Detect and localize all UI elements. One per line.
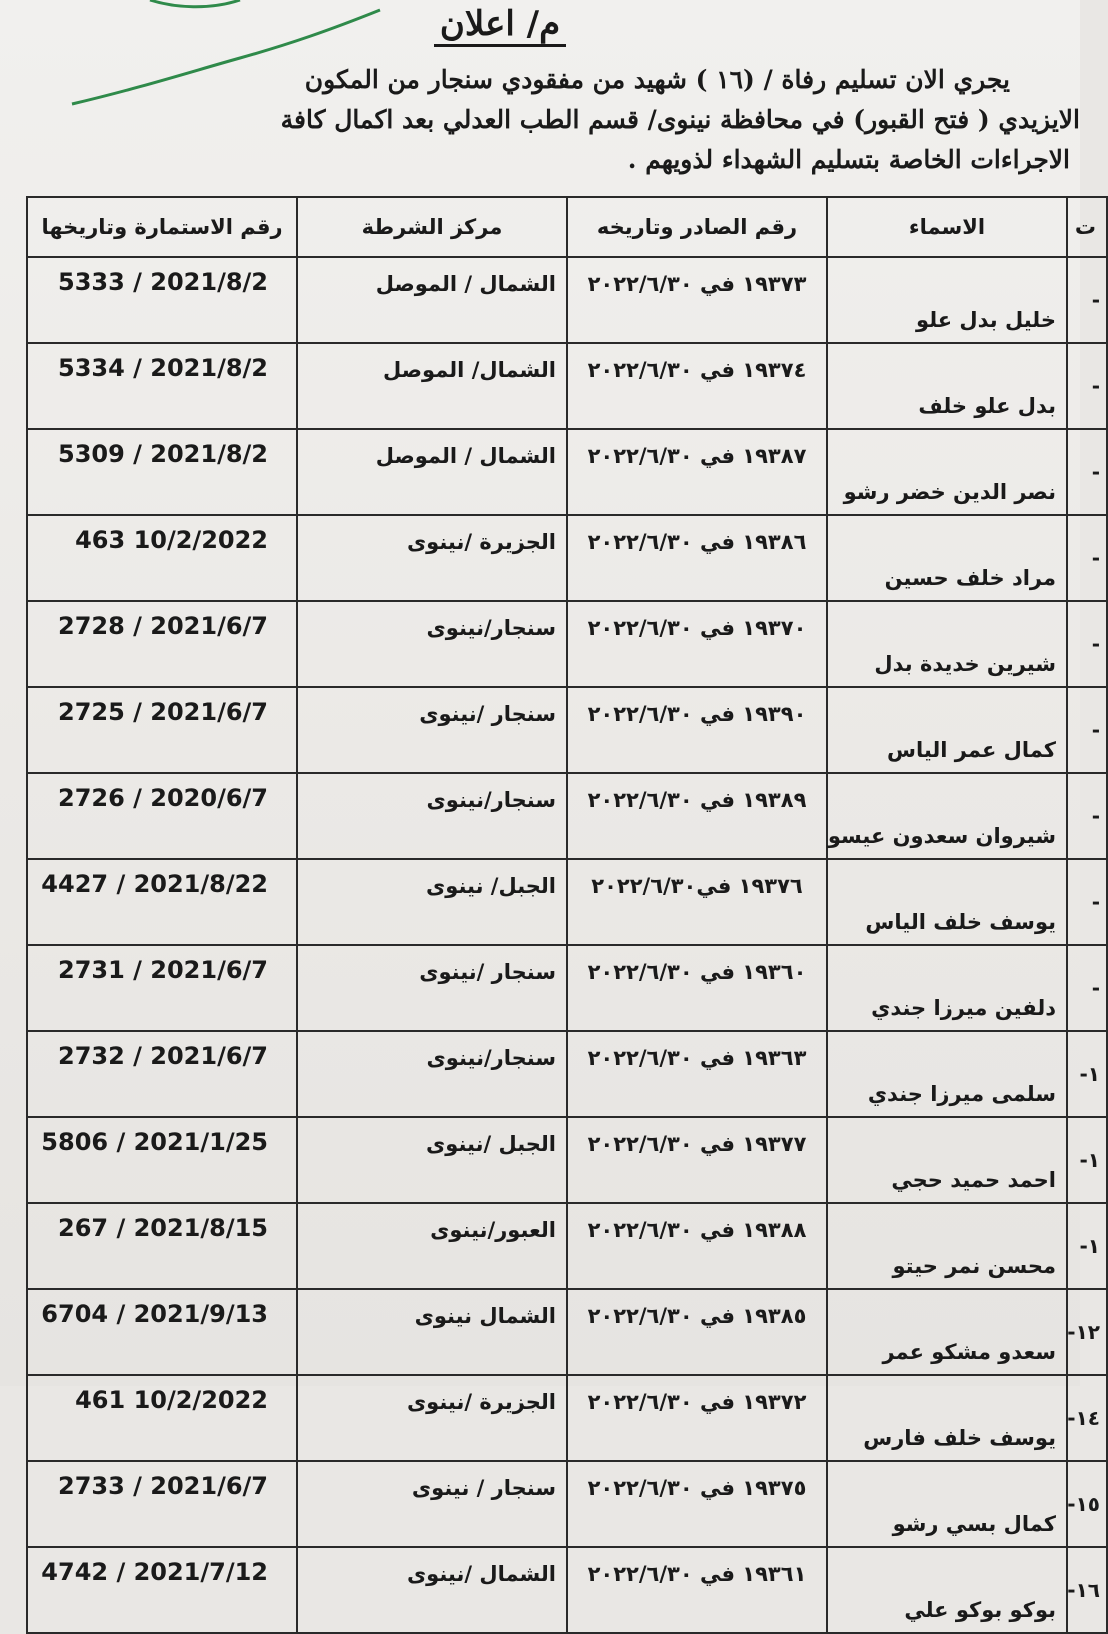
- row-police: سنجار /نينوى: [297, 945, 567, 1031]
- header-form: رقم الاستمارة وتاريخها: [27, 197, 297, 257]
- row-issue: ١٩٣٦٠ في ٢٠٢٢/٦/٣٠: [567, 945, 827, 1031]
- row-index: -: [1067, 687, 1107, 773]
- row-issue: ١٩٣٩٠ في ٢٠٢٢/٦/٣٠: [567, 687, 827, 773]
- row-issue: ١٩٣٧٢ في ٢٠٢٢/٦/٣٠: [567, 1375, 827, 1461]
- row-name: يوسف خلف فارس: [827, 1375, 1067, 1461]
- row-index: ١٢-: [1067, 1289, 1107, 1375]
- row-index: -: [1067, 515, 1107, 601]
- announcement-intro: [80, 60, 1080, 180]
- row-issue: ١٩٣٧٣ في ٢٠٢٢/٦/٣٠: [567, 257, 827, 343]
- row-issue: ١٩٣٨٩ في ٢٠٢٢/٦/٣٠: [567, 773, 827, 859]
- row-issue: ١٩٣٨٧ في ٢٠٢٢/٦/٣٠: [567, 429, 827, 515]
- row-police: الجبل /نينوى: [297, 1117, 567, 1203]
- row-index: -: [1067, 601, 1107, 687]
- row-issue: ١٩٣٦٣ في ٢٠٢٢/٦/٣٠: [567, 1031, 827, 1117]
- table-row: [27, 859, 1107, 945]
- row-name: نصر الدين خضر رشو: [827, 429, 1067, 515]
- row-index: ١-: [1067, 1031, 1107, 1117]
- row-police: سنجار/نينوى: [297, 1031, 567, 1117]
- table-row: [27, 1031, 1107, 1117]
- row-issue: ١٩٣٧٦ في٢٠٢٢/٦/٣٠: [567, 859, 827, 945]
- table-row: [27, 1289, 1107, 1375]
- row-name: سعدو مشكو عمر: [827, 1289, 1067, 1375]
- table-row: [27, 429, 1107, 515]
- row-form: 5334 / 2021/8/2: [27, 343, 297, 429]
- row-form: 6704 / 2021/9/13: [27, 1289, 297, 1375]
- row-form: 5806 / 2021/1/25: [27, 1117, 297, 1203]
- row-police: الشمال / الموصل: [297, 257, 567, 343]
- header-index: ت: [1067, 197, 1107, 257]
- intro-line-3: الاجراءات الخاصة بتسليم الشهداء لذويهم .: [627, 145, 1070, 174]
- row-index: -: [1067, 257, 1107, 343]
- table-row: [27, 1461, 1107, 1547]
- row-police: سنجار/نينوى: [297, 601, 567, 687]
- row-name: شيرين خديدة بدل: [827, 601, 1067, 687]
- row-form: 5309 / 2021/8/2: [27, 429, 297, 515]
- row-name: يوسف خلف الياس: [827, 859, 1067, 945]
- table-row: [27, 1547, 1107, 1633]
- row-issue: ١٩٣٧٧ في ٢٠٢٢/٦/٣٠: [567, 1117, 827, 1203]
- row-form: 267 / 2021/8/15: [27, 1203, 297, 1289]
- row-police: الجزيرة /نينوى: [297, 515, 567, 601]
- row-form: 2733 / 2021/6/7: [27, 1461, 297, 1547]
- row-index: -: [1067, 429, 1107, 515]
- row-form: 4742 / 2021/7/12: [27, 1547, 297, 1633]
- row-name: مراد خلف حسين: [827, 515, 1067, 601]
- table-row: [27, 687, 1107, 773]
- row-name: خليل بدل علو: [827, 257, 1067, 343]
- row-name: احمد حميد حجي: [827, 1117, 1067, 1203]
- table-row: [27, 1375, 1107, 1461]
- row-index: ١٦-: [1067, 1547, 1107, 1633]
- intro-line-1: يجري الان تسليم رفاة / (١٦ ) شهيد من مفقودي سنجار من المكون: [304, 65, 1010, 94]
- row-name: كمال بسي رشو: [827, 1461, 1067, 1547]
- table-row: [27, 945, 1107, 1031]
- row-issue: ١٩٣٧٥ في ٢٠٢٢/٦/٣٠: [567, 1461, 827, 1547]
- row-issue: ١٩٣٦١ في ٢٠٢٢/٦/٣٠: [567, 1547, 827, 1633]
- row-name: سلمى ميرزا جندي: [827, 1031, 1067, 1117]
- header-name: الاسماء: [827, 197, 1067, 257]
- row-issue: ١٩٣٧٠ في ٢٠٢٢/٦/٣٠: [567, 601, 827, 687]
- row-form: 2732 / 2021/6/7: [27, 1031, 297, 1117]
- row-police: سنجار/نينوى: [297, 773, 567, 859]
- row-police: العبور/نينوى: [297, 1203, 567, 1289]
- row-police: الشمال / الموصل: [297, 429, 567, 515]
- row-name: محسن نمر حيتو: [827, 1203, 1067, 1289]
- row-issue: ١٩٣٨٨ في ٢٠٢٢/٦/٣٠: [567, 1203, 827, 1289]
- intro-line-2: الايزيدي ( فتح القبور) في محافظة نينوى/ قسم الطب العدلي بعد اكمال كافة: [280, 105, 1080, 134]
- announcement-title: م/ اعلان: [0, 4, 1080, 44]
- row-issue: ١٩٣٨٥ في ٢٠٢٢/٦/٣٠: [567, 1289, 827, 1375]
- table-row: [27, 257, 1107, 343]
- row-form: 2731 / 2021/6/7: [27, 945, 297, 1031]
- row-index: -: [1067, 945, 1107, 1031]
- table-row: [27, 1117, 1107, 1203]
- row-form: 2725 / 2021/6/7: [27, 687, 297, 773]
- row-name: كمال عمر الياس: [827, 687, 1067, 773]
- table-row: [27, 515, 1107, 601]
- row-police: الجبل/ نينوى: [297, 859, 567, 945]
- row-name: بدل علو خلف: [827, 343, 1067, 429]
- row-police: سنجار / نينوى: [297, 1461, 567, 1547]
- row-police: الشمال/ الموصل: [297, 343, 567, 429]
- row-form: 2728 / 2021/6/7: [27, 601, 297, 687]
- table-row: [27, 601, 1107, 687]
- table-row: [27, 343, 1107, 429]
- header-issue: رقم الصادر وتاريخه: [567, 197, 827, 257]
- row-issue: ١٩٣٧٤ في ٢٠٢٢/٦/٣٠: [567, 343, 827, 429]
- header-police: مركز الشرطة: [297, 197, 567, 257]
- row-index: -: [1067, 859, 1107, 945]
- row-index: ١-: [1067, 1203, 1107, 1289]
- table-row: [27, 773, 1107, 859]
- table-row: [27, 1203, 1107, 1289]
- row-form: 2726 / 2020/6/7: [27, 773, 297, 859]
- row-index: -: [1067, 773, 1107, 859]
- row-form: 461 10/2/2022: [27, 1375, 297, 1461]
- row-index: ١٤-: [1067, 1375, 1107, 1461]
- row-name: دلفين ميرزا جندي: [827, 945, 1067, 1031]
- martyrs-table: [26, 196, 1108, 1634]
- row-name: بوكو بوكو علي: [827, 1547, 1067, 1633]
- row-police: سنجار /نينوى: [297, 687, 567, 773]
- row-police: الشمال نينوى: [297, 1289, 567, 1375]
- row-form: 4427 / 2021/8/22: [27, 859, 297, 945]
- row-index: ١-: [1067, 1117, 1107, 1203]
- row-form: 5333 / 2021/8/2: [27, 257, 297, 343]
- row-index: -: [1067, 343, 1107, 429]
- table-header-row: [27, 197, 1107, 257]
- row-police: الجزيرة /نينوى: [297, 1375, 567, 1461]
- row-form: 463 10/2/2022: [27, 515, 297, 601]
- row-name: شيروان سعدون عيسو: [827, 773, 1067, 859]
- row-index: ١٥-: [1067, 1461, 1107, 1547]
- row-police: الشمال /نينوى: [297, 1547, 567, 1633]
- row-issue: ١٩٣٨٦ في ٢٠٢٢/٦/٣٠: [567, 515, 827, 601]
